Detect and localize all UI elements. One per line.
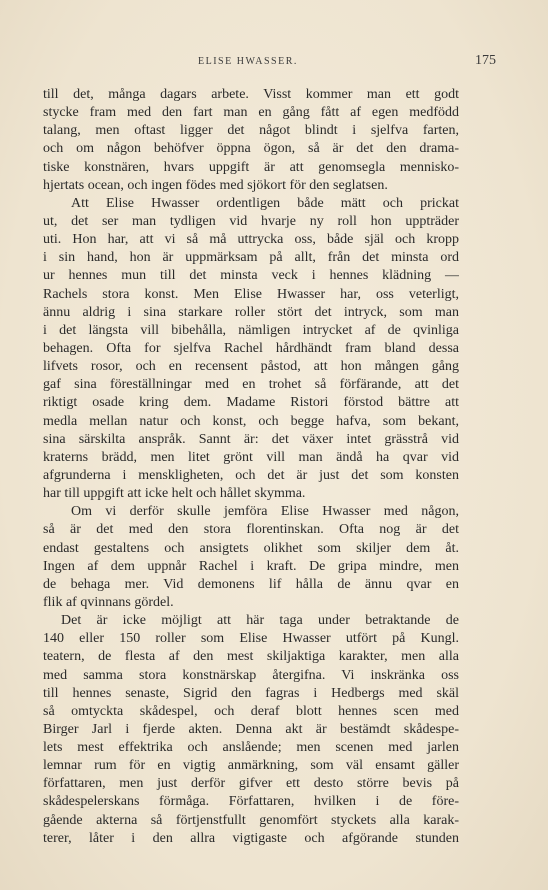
body-text xyxy=(43,86,459,848)
text-line: talang, men oftast ligger det något blindt i sjelfva farten, xyxy=(43,123,459,139)
text-line: flik af qvinnans gördel. xyxy=(43,594,174,610)
text-line: har till uppgift att icke helt och hållet skymma. xyxy=(43,486,306,502)
text-line: riktigt osade kring dem. Madame Ristori förstod bättre att xyxy=(43,395,459,411)
text-line: terer, låter i den allra vigtigaste och afgörande stunden xyxy=(43,830,459,846)
text-line: endast gestaltens och ansigtets olikhet som skiljer dem åt. xyxy=(43,540,459,556)
text-line: i det längsta vill bibehålla, nämligen intrycket af de qvinliga xyxy=(43,322,459,338)
text-line: teatern, de flesta af den mest skiljaktiga karakter, men alla xyxy=(43,649,459,665)
text-line: ännu aldrig i sina starkare roller stört det intryck, som man xyxy=(43,304,459,320)
page-header xyxy=(40,53,496,72)
text-line: afgrunderna i menskligheten, och det är just det som konsten xyxy=(43,467,459,483)
page-number: 175 xyxy=(475,53,496,68)
text-line: så är det med den stora florentinskan. Ofta nog är det xyxy=(43,522,459,538)
text-line: stycke fram med den fart man en gång fått af egen medfödd xyxy=(43,105,459,121)
text-line: så omtyckta skådespel, och deraf blott hennes scen med xyxy=(43,703,459,719)
text-line: gående akterna så förtjenstfullt genomfört styckets alla karak- xyxy=(43,812,459,828)
running-head: ELISE HWASSER. xyxy=(198,56,298,67)
text-line: Om vi derför skulle jemföra Elise Hwasser med någon, xyxy=(71,504,459,520)
text-line: författaren, men just derför gifver ett desto större bevis på xyxy=(43,776,459,792)
text-line: 140 eller 150 roller som Elise Hwasser utfört på Kungl. xyxy=(43,631,459,647)
text-line: Att Elise Hwasser ordentligen både mätt och prickat xyxy=(71,195,459,211)
text-line: tiske konstnären, hvars uppgift är att genomsegla mennisko- xyxy=(43,159,459,175)
text-line: och om någon behöfver öppna ögon, så är det den drama- xyxy=(43,141,459,157)
text-line: behagen. Ofta for sjelfva Rachel hårdhändt fram bland dessa xyxy=(43,340,459,356)
text-line: till hennes senaste, Sigrid den fagras i Hedbergs med skäl xyxy=(43,685,459,701)
text-line: med samma stora konstnärskap återgifna. Vi inskränka oss xyxy=(43,667,459,683)
text-line: uti. Hon har, att vi så må uttrycka oss, både själ och kropp xyxy=(43,232,459,248)
text-line: i sin hand, hon är uppmärksam på allt, från det minsta ord xyxy=(43,250,459,266)
text-line: sina särskilta anspråk. Sannt är: det växer intet grässtrå vid xyxy=(43,431,459,447)
text-line: ur hennes mun till det minsta veck i hennes klädning — xyxy=(43,268,459,284)
text-line: lifvets rosor, och en recensent påstod, att hon mången gång xyxy=(43,359,459,375)
text-line: hjertats ocean, och ingen födes med sjökort för den seglatsen. xyxy=(43,177,388,193)
text-line: lemnar rum för en vigtig anmärkning, som väl ensamt gäller xyxy=(43,758,459,774)
text-line: medla mellan natur och konst, och begge hafva, som bekant, xyxy=(43,413,459,429)
text-line: kraterns brädd, men litet grönt vill man ändå ha qvar vid xyxy=(43,449,459,465)
text-line: skådespelerskans förmåga. Författaren, hvilken i de före- xyxy=(43,794,459,810)
text-line: ut, det ser man tydligen vid hvarje ny roll hon uppträder xyxy=(43,213,459,229)
text-line: lets mest effektrika och anslående; men scenen med jarlen xyxy=(43,740,459,756)
text-line: Birger Jarl i fjerde akten. Denna akt är bestämdt skådespe- xyxy=(43,721,459,737)
text-line: de behaga mer. Vid demonens lif hålla de ännu qvar en xyxy=(43,576,459,592)
text-line: Det är icke möjligt att här taga under betraktande de xyxy=(61,613,459,629)
text-line: gaf sina föreställningar med en trohet så förfärande, att det xyxy=(43,377,459,393)
text-line: till det, många dagars arbete. Visst kommer man ett godt xyxy=(43,87,459,102)
text-line: Ingen af dem uppnår Rachel i kraft. De gripa mindre, men xyxy=(43,558,459,574)
text-line: Rachels stora konst. Men Elise Hwasser har, oss veterligt, xyxy=(43,286,459,302)
